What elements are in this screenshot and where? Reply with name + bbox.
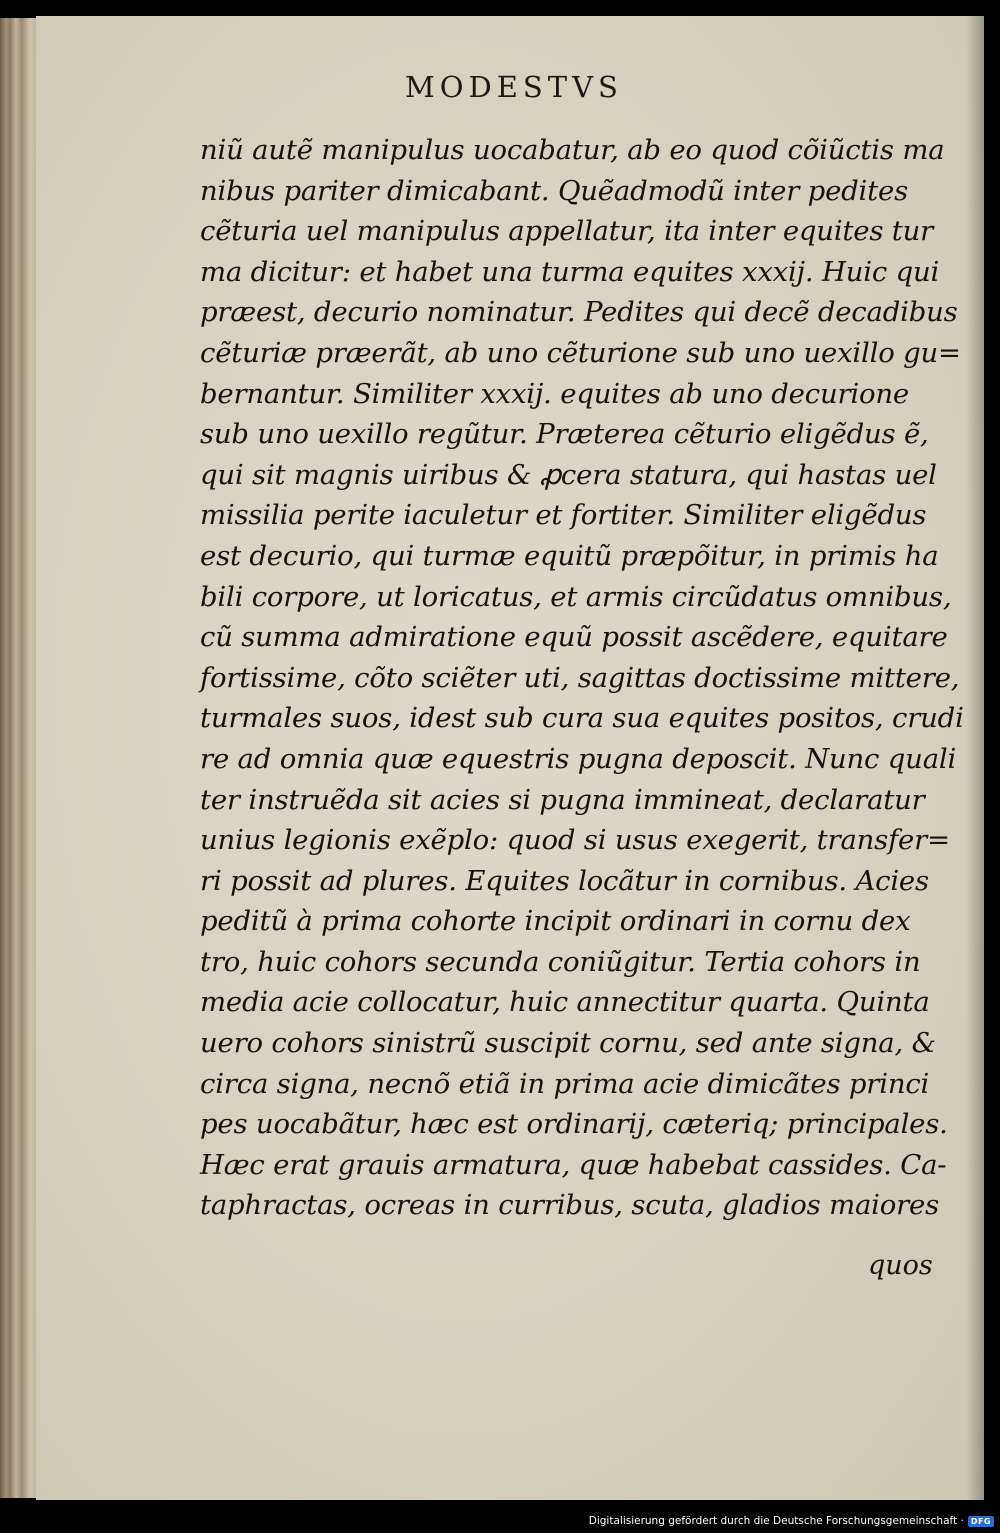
text-line: nibus pariter dimicabant. Quẽadmodũ inter pedites [200,174,908,207]
text-line: unius legionis exẽplo: quod si usus exegerit, transfer= [200,824,950,857]
text-line: Hæc erat grauis armatura, quæ habebat cassides. Ca- [200,1148,947,1181]
running-head: MODESTVS [405,70,623,104]
dfg-logo-icon: DFG [968,1516,994,1527]
text-line: ri possit ad plures. Equites locãtur in cornibus. Acies [200,864,929,897]
text-line: bili corpore, ut loricatus, et armis circũdatus omnibus, [200,580,952,613]
text-line: sub uno uexillo regũtur. Præterea cẽturio eligẽdus ẽ, [200,418,929,451]
text-line: peditũ à prima cohorte incipit ordinari in cornu dex [200,905,911,938]
page-gutter-shadow [966,16,984,1500]
text-line: est decurio, qui turmæ equitũ præpõitur, in primis ha [200,539,939,572]
text-line: missilia perite iaculetur et fortiter. Similiter eligẽdus [200,499,927,532]
text-line: qui sit magnis uiribus & ꝓcera statura, qui hastas uel [200,458,937,491]
catchword: quos [868,1250,933,1281]
footer-credit [589,1515,994,1527]
text-line: niũ autẽ manipulus uocabatur, ab eo quod cõiũctis ma [200,134,945,166]
text-line: pes uocabãtur, hæc est ordinarij, cæteriq; principales. [200,1108,948,1141]
footer-text: Digitalisierung gefördert durch die Deutsche Forschungsgemeinschaft · [588,1515,964,1527]
page-stack-edge [0,18,40,1498]
text-line: media acie collocatur, huic annectitur quarta. Quinta [200,986,930,1019]
text-line: cẽturiæ præerãt, ab uno cẽturione sub uno uexillo gu= [200,336,961,369]
text-line: circa signa, necnõ etiã in prima acie dimicãtes princi [200,1067,930,1100]
text-line: bernantur. Similiter xxxij. equites ab uno decurione [200,377,909,410]
text-line: ma dicitur: et habet una turma equites xxxij. Huic qui [200,255,940,288]
text-line: tro, huic cohors secunda coniũgitur. Tertia cohors in [200,945,921,978]
text-line: cũ summa admiratione equũ possit ascẽdere, equitare [200,621,948,654]
text-line: re ad omnia quæ equestris pugna deposcit. Nunc quali [200,742,957,775]
body-text [200,130,964,1226]
text-line: fortissime, cõto sciẽter uti, sagittas doctissime mittere, [200,661,960,694]
text-line: uero cohors sinistrũ suscipit cornu, sed ante signa, & [200,1027,936,1060]
text-line: taphractas, ocreas in curribus, scuta, gladios maiores [200,1189,940,1222]
text-line: turmales suos, idest sub cura sua equites positos, crudi [200,702,964,735]
text-line: ter instruẽda sit acies si pugna immineat, declaratur [200,783,925,816]
text-line: cẽturia uel manipulus appellatur, ita inter equites tur [200,215,934,248]
text-line: præest, decurio nominatur. Pedites qui decẽ decadibus [200,296,958,329]
